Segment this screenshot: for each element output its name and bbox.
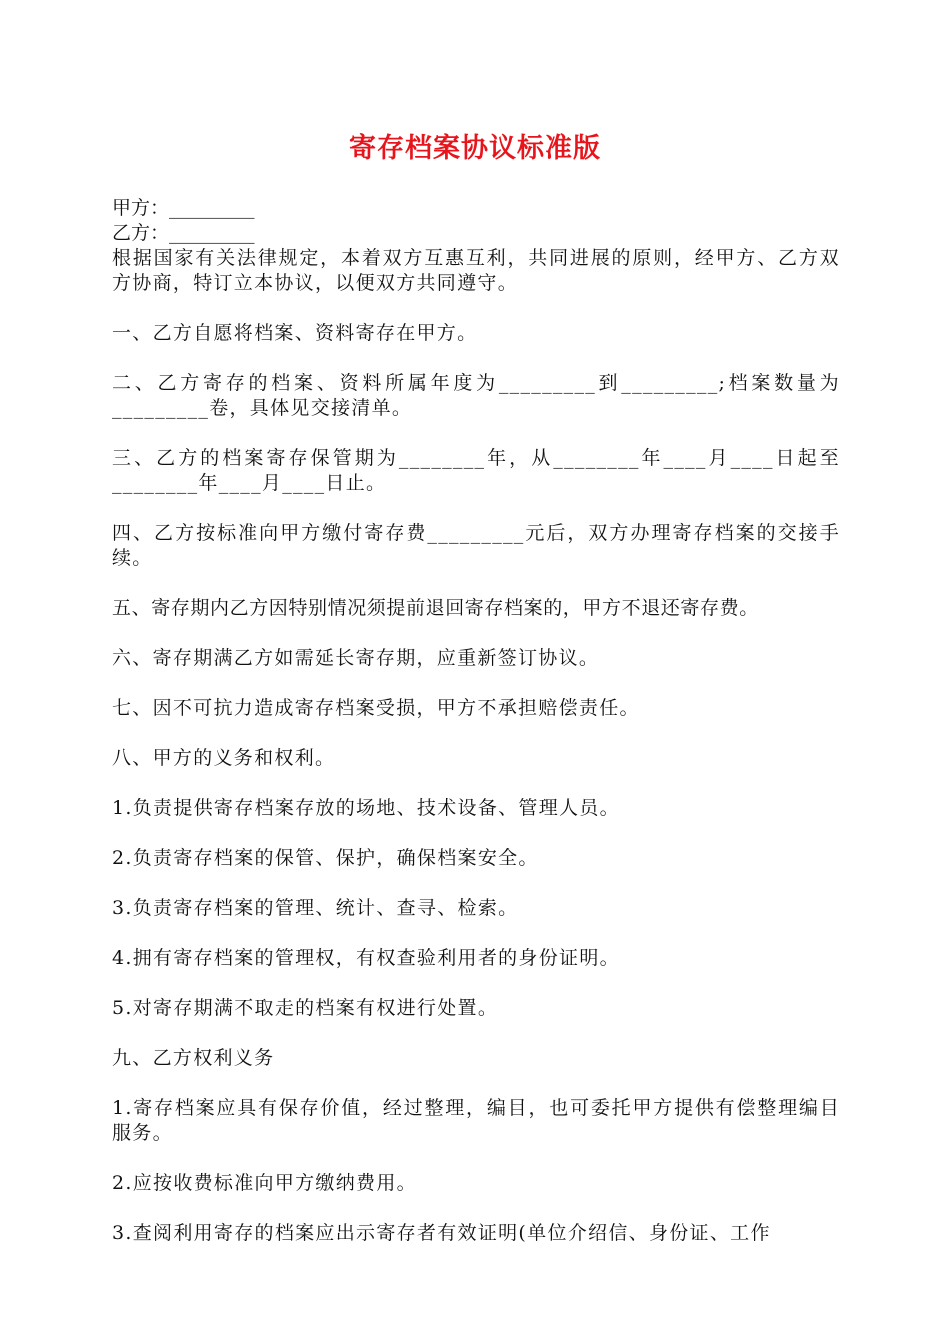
- party-b-label: 乙方：: [112, 222, 170, 244]
- clause-8-item: 4.拥有寄存档案的管理权，有权查验利用者的身份证明。: [112, 947, 620, 969]
- party-b-line: [112, 221, 840, 246]
- clause-9: 九、乙方权利义务: [112, 1047, 275, 1069]
- party-a-label: 甲方：: [112, 197, 170, 219]
- clause-8-item: 1.负责提供寄存档案存放的场地、技术设备、管理人员。: [112, 797, 620, 819]
- party-b-blank: _________: [169, 222, 255, 244]
- clause-4: 四、乙方按标准向甲方缴付寄存费_________元后，双方办理寄存档案的交接手续。: [112, 522, 840, 569]
- clause-5: 五、寄存期内乙方因特别情况须提前退回寄存档案的，甲方不退还寄存费。: [112, 597, 759, 619]
- clause-1: 一、乙方自愿将档案、资料寄存在甲方。: [112, 322, 478, 344]
- clause-9-item: 1.寄存档案应具有保存价值，经过整理，编目，也可委托甲方提供有偿整理编目服务。: [112, 1097, 840, 1144]
- clause-9-item: 2.应按收费标准向甲方缴纳费用。: [112, 1172, 417, 1194]
- clause-8-item: 5.对寄存期满不取走的档案有权进行处置。: [112, 997, 499, 1019]
- clause-6: 六、寄存期满乙方如需延长寄存期，应重新签订协议。: [112, 647, 600, 669]
- party-a-line: [112, 196, 840, 221]
- clause-7: 七、因不可抗力造成寄存档案受损，甲方不承担赔偿责任。: [112, 697, 640, 719]
- preamble: 根据国家有关法律规定，本着双方互惠互利，共同进展的原则，经甲方、乙方双方协商，特订立本协议，以便双方共同遵守。: [112, 247, 840, 294]
- clause-8-item: 2.负责寄存档案的保管、保护，确保档案安全。: [112, 847, 539, 869]
- document-body: [112, 196, 840, 1246]
- party-a-blank: _________: [169, 197, 255, 219]
- clause-8: 八、甲方的义务和权利。: [112, 747, 336, 769]
- clause-2: 二、乙方寄存的档案、资料所属年度为_________到_________;档案数量为_________卷，具体见交接清单。: [112, 372, 840, 419]
- clause-8-item: 3.负责寄存档案的管理、统计、查寻、检索。: [112, 897, 519, 919]
- document-title: 寄存档案协议标准版: [349, 133, 601, 164]
- clause-3: 三、乙方的档案寄存保管期为________年，从________年____月____日起至________年____月____日止。: [112, 447, 840, 494]
- clause-9-item: 3.查阅利用寄存的档案应出示寄存者有效证明(单位介绍信、身份证、工作: [112, 1222, 771, 1244]
